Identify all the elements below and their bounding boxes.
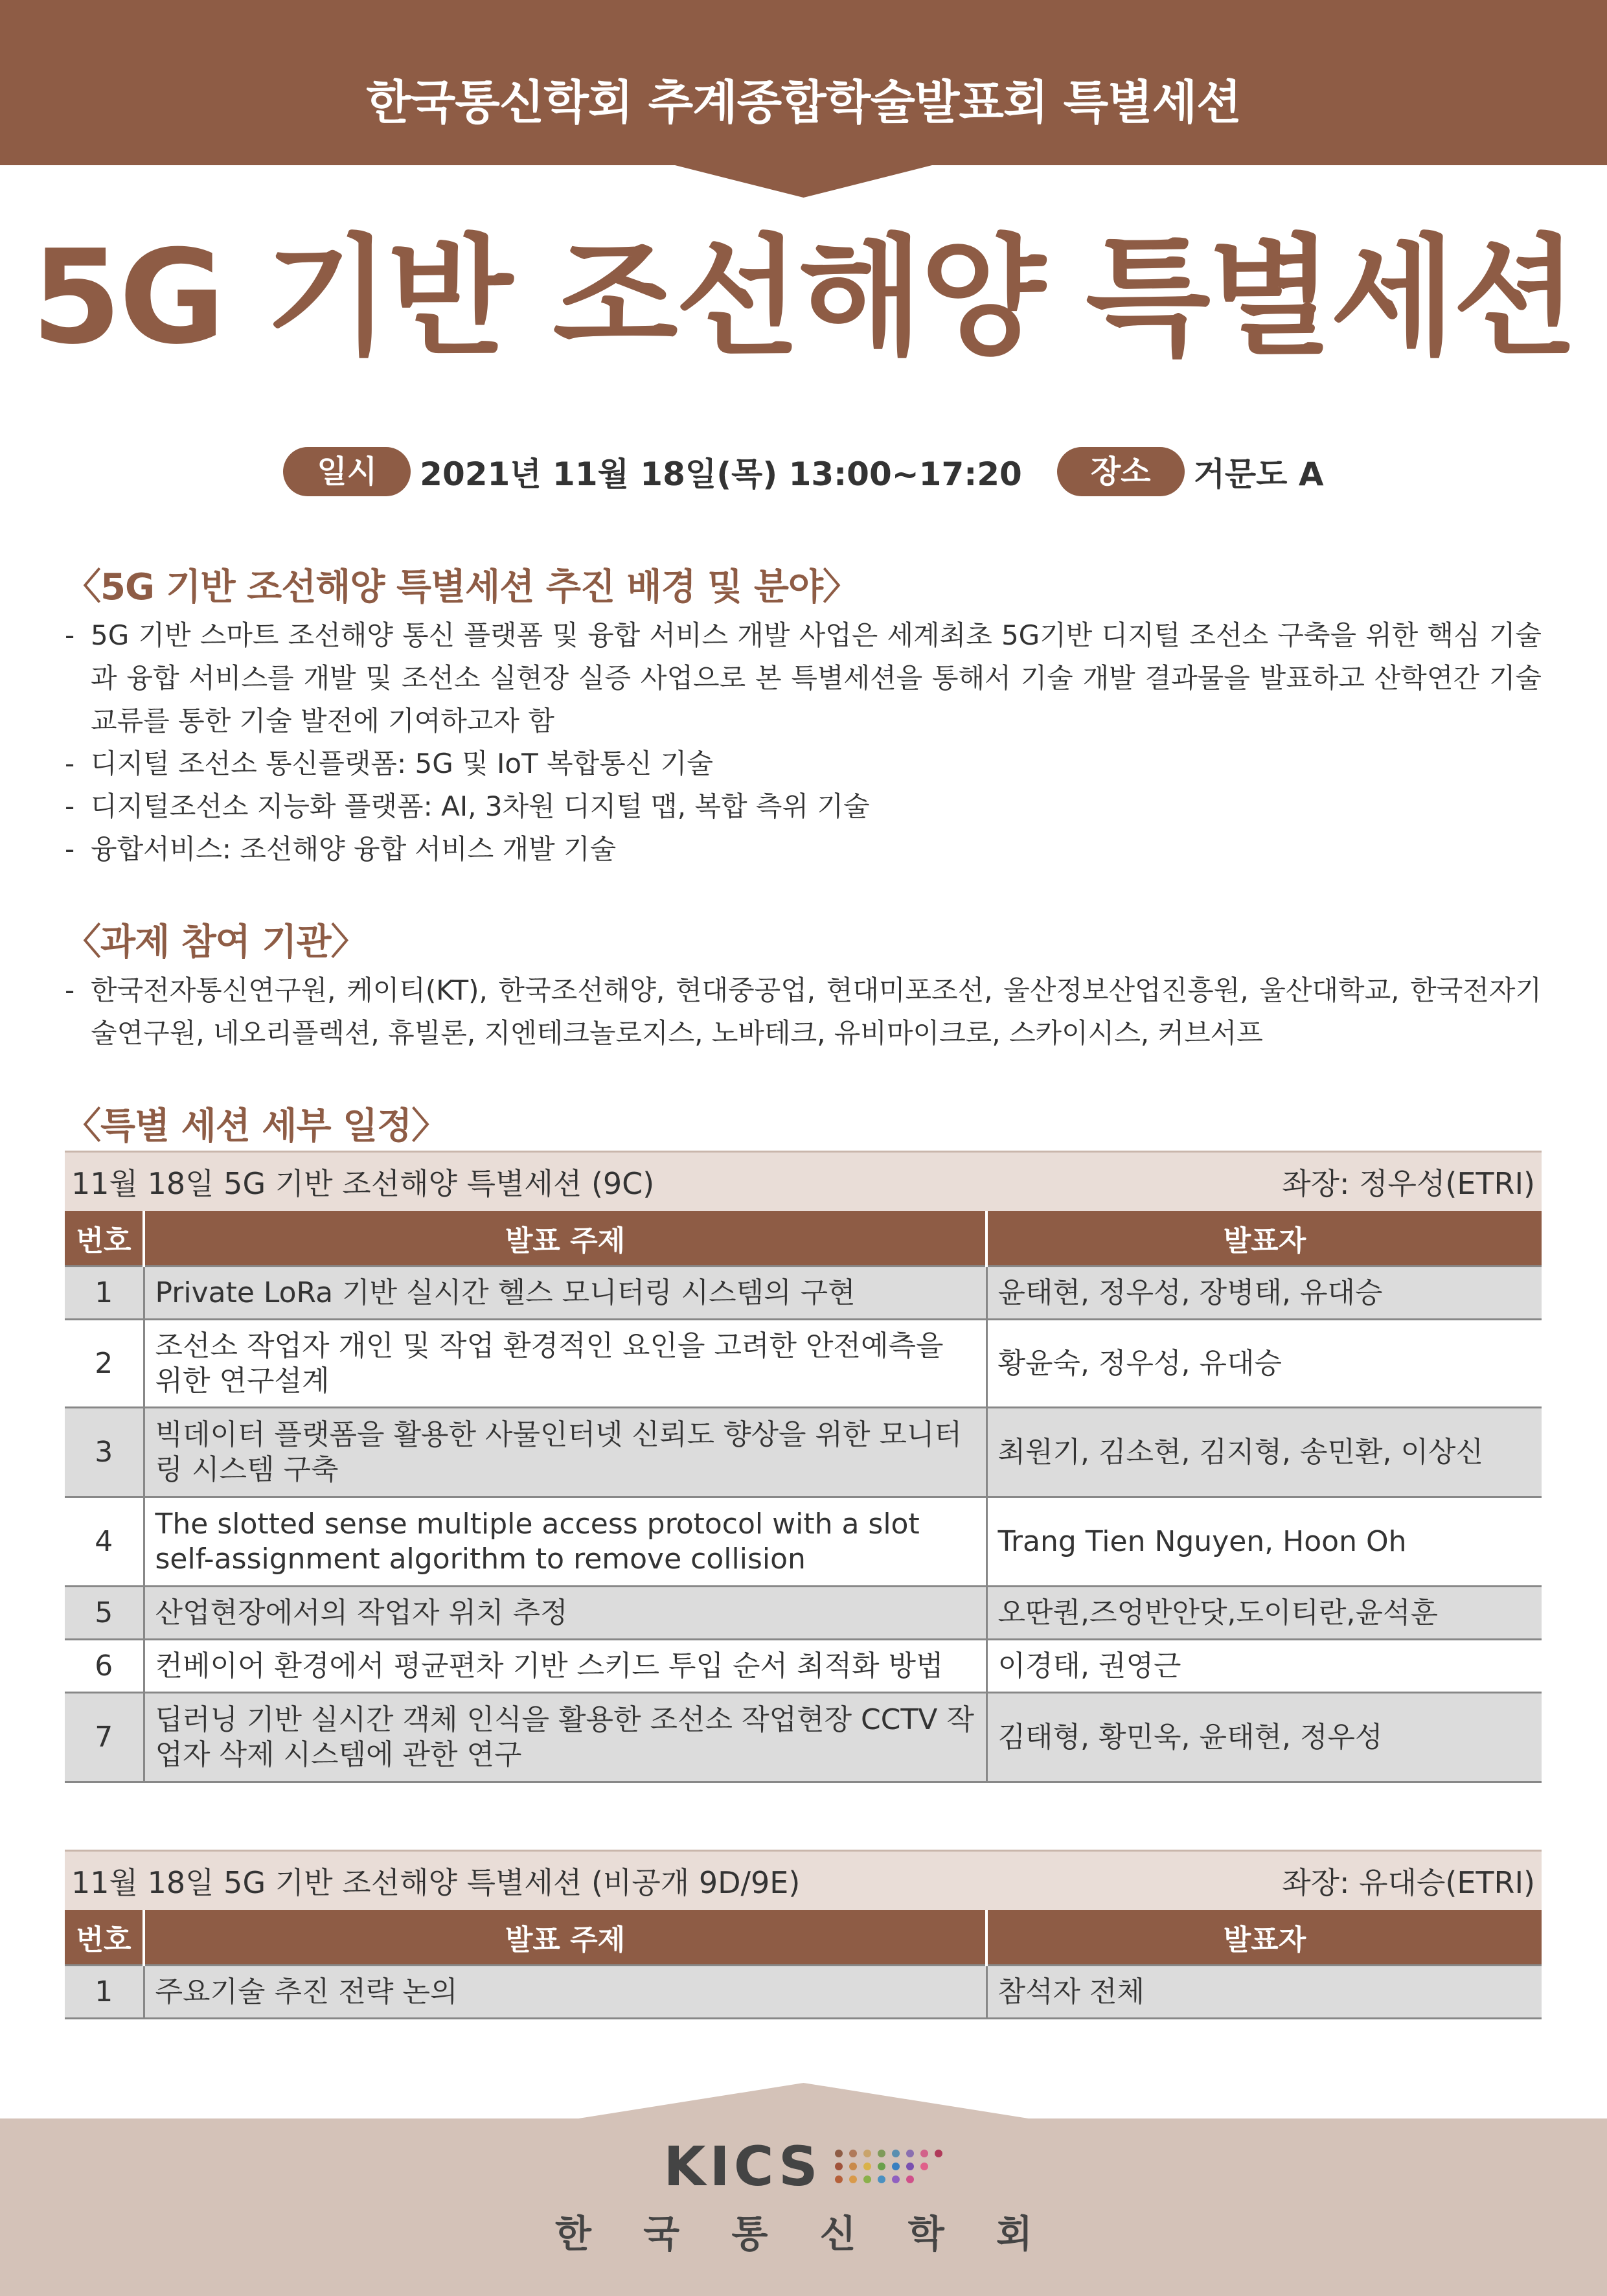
row-topic: 딥러닝 기반 실시간 객체 인식을 활용한 조선소 작업현장 CCTV 작업자 삭제 시스템에 관한 연구 bbox=[144, 1693, 986, 1782]
background-heading: 〈5G 기반 조선해양 특별세션 추진 배경 및 분야〉 bbox=[65, 566, 859, 608]
row-presenter: 황윤숙, 정우성, 유대승 bbox=[986, 1320, 1542, 1408]
row-presenter: 김태형, 황민욱, 윤태현, 정우성 bbox=[986, 1693, 1542, 1782]
row-no: 6 bbox=[65, 1640, 144, 1693]
logo-wordmark: KICS bbox=[663, 2135, 822, 2198]
row-topic: The slotted sense multiple access protocol with a slot self-assignment algorithm to remove collision bbox=[144, 1497, 986, 1587]
background-item: - 5G 기반 스마트 조선해양 통신 플랫폼 및 융합 서비스 개발 사업은 세계최초 5G기반 디지털 조선소 구축을 위한 핵심 기술과 융합 서비스를 개발 및 조선소 실현장 실증 사업으로 본 특별세션을 통해서 기술 개발 결과물을 발표하고 산학연간 기술 교류를 통한 기술 발전에 기여하고자 함 bbox=[65, 614, 1542, 742]
table-row bbox=[65, 1320, 1542, 1408]
row-topic: 빅데이터 플랫폼을 활용한 사물인터넷 신뢰도 향상을 위한 모니터링 시스템 구축 bbox=[144, 1408, 986, 1497]
participants-list bbox=[65, 969, 1542, 1055]
session-1-chair: 좌장: 정우성(ETRI) bbox=[1282, 1166, 1535, 1201]
schedule-heading: 〈특별 세션 세부 일정〉 bbox=[65, 1105, 448, 1147]
table-row bbox=[65, 1587, 1542, 1640]
row-topic: 조선소 작업자 개인 및 작업 환경적인 요인을 고려한 안전예측을 위한 연구설계 bbox=[144, 1320, 986, 1408]
row-no: 1 bbox=[65, 1966, 144, 2019]
row-no: 1 bbox=[65, 1267, 144, 1320]
table-row bbox=[65, 1497, 1542, 1587]
page-title: 5G 기반 조선해양 특별세션 bbox=[31, 222, 1576, 373]
row-presenter: 오딴퀀,즈엉반안닷,도이티란,윤석훈 bbox=[986, 1587, 1542, 1640]
session-2-table bbox=[65, 1910, 1542, 2019]
col-topic-header: 발표 주제 bbox=[144, 1211, 986, 1267]
row-no: 5 bbox=[65, 1587, 144, 1640]
row-presenter: 이경태, 권영근 bbox=[986, 1640, 1542, 1693]
row-no: 7 bbox=[65, 1693, 144, 1782]
logo-korean-name: 한 국 통 신 학 회 bbox=[554, 2212, 1053, 2256]
col-no-header: 번호 bbox=[65, 1910, 144, 1966]
row-topic: 산업현장에서의 작업자 위치 추정 bbox=[144, 1587, 986, 1640]
table-row bbox=[65, 1640, 1542, 1693]
row-presenter: Trang Tien Nguyen, Hoon Oh bbox=[986, 1497, 1542, 1587]
background-list bbox=[65, 614, 1542, 871]
row-topic: 컨베이어 환경에서 평균편차 기반 스키드 투입 순서 최적화 방법 bbox=[144, 1640, 986, 1693]
row-presenter: 윤태현, 정우성, 장병태, 유대승 bbox=[986, 1267, 1542, 1320]
participants-heading: 〈과제 참여 기관〉 bbox=[65, 921, 367, 963]
row-topic: Private LoRa 기반 실시간 헬스 모니터링 시스템의 구현 bbox=[144, 1267, 986, 1320]
table-row bbox=[65, 1408, 1542, 1497]
background-item: - 디지털 조선소 통신플랫폼: 5G 및 IoT 복합통신 기술 bbox=[65, 742, 1542, 785]
logo-dots-icon bbox=[835, 2150, 944, 2183]
table-row bbox=[65, 1966, 1542, 2019]
session-1-table bbox=[65, 1211, 1542, 1783]
date-label-badge: 일시 bbox=[283, 447, 411, 496]
row-presenter: 참석자 전체 bbox=[986, 1966, 1542, 2019]
table-row bbox=[65, 1693, 1542, 1782]
banner-title: 한국통신학회 추계종합학술발표회 특별세션 bbox=[366, 75, 1241, 130]
place-value: 거문도 A bbox=[1193, 455, 1324, 493]
row-topic: 주요기술 추진 전략 논의 bbox=[144, 1966, 986, 2019]
session-1 bbox=[65, 1151, 1542, 1783]
date-value: 2021년 11월 18일(목) 13:00~17:20 bbox=[420, 455, 1022, 493]
session-2-title: 11월 18일 5G 기반 조선해양 특별세션 (비공개 9D/9E) bbox=[71, 1865, 801, 1900]
col-presenter-header: 발표자 bbox=[986, 1910, 1542, 1966]
row-no: 2 bbox=[65, 1320, 144, 1408]
place-label-badge: 장소 bbox=[1057, 447, 1185, 496]
info-row bbox=[0, 446, 1607, 498]
session-2-header bbox=[65, 1850, 1542, 1910]
col-no-header: 번호 bbox=[65, 1211, 144, 1267]
kics-logo bbox=[0, 2135, 1607, 2258]
background-item: - 디지털조선소 지능화 플랫폼: AI, 3차원 디지털 맵, 복합 측위 기술 bbox=[65, 785, 1542, 828]
row-no: 3 bbox=[65, 1408, 144, 1497]
session-1-title: 11월 18일 5G 기반 조선해양 특별세션 (9C) bbox=[71, 1166, 655, 1201]
col-topic-header: 발표 주제 bbox=[144, 1910, 986, 1966]
row-no: 4 bbox=[65, 1497, 144, 1587]
session-2 bbox=[65, 1850, 1542, 2019]
background-item: - 융합서비스: 조선해양 융합 서비스 개발 기술 bbox=[65, 828, 1542, 871]
session-1-header bbox=[65, 1151, 1542, 1211]
table-row bbox=[65, 1267, 1542, 1320]
participants-item: - 한국전자통신연구원, 케이티(KT), 한국조선해양, 현대중공업, 현대미포조선, 울산정보산업진흥원, 울산대학교, 한국전자기술연구원, 네오리플렉션, 휴빌론, 지엔테크놀로지스, 노바테크, 유비마이크로, 스카이시스, 커브서프 bbox=[65, 969, 1542, 1055]
row-presenter: 최원기, 김소현, 김지형, 송민환, 이상신 bbox=[986, 1408, 1542, 1497]
session-2-chair: 좌장: 유대승(ETRI) bbox=[1282, 1865, 1535, 1900]
col-presenter-header: 발표자 bbox=[986, 1211, 1542, 1267]
